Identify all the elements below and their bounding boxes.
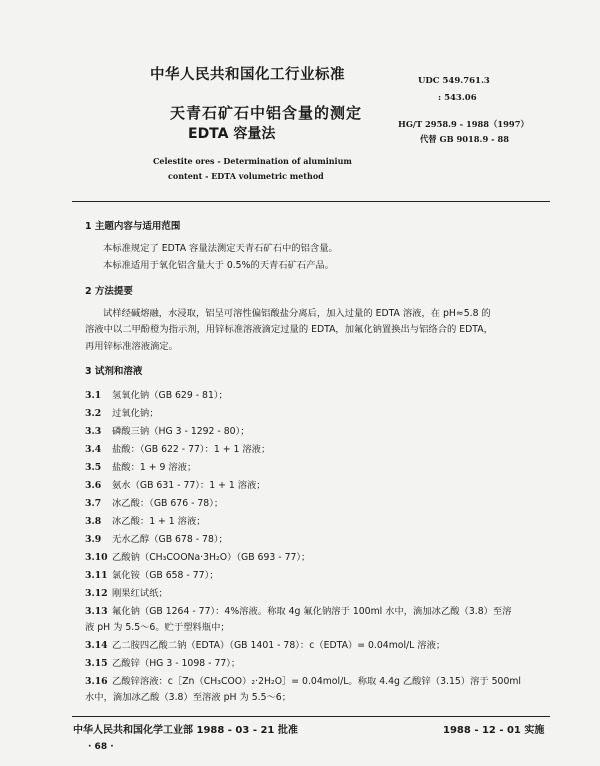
title-cn-line-1: 天青石矿石中铝含量的测定 <box>170 104 363 122</box>
section-1-para-2: 本标准适用于氧化铝含量大于 0.5%的天青石矿石产品。 <box>103 260 335 271</box>
section-1-heading: 1 主题内容与适用范围 <box>85 221 181 232</box>
title-cn-line-2: EDTA 容量法 <box>188 126 276 142</box>
reagent-item: 3.3 磷酸三钠（HG 3 - 1292 - 80）； <box>85 426 250 437</box>
reagent-item: 3.1 氢氧化钠（GB 629 - 81）； <box>85 390 228 401</box>
reagent-item: 3.15 乙酸锌（HG 3 - 1098 - 77）； <box>85 658 241 669</box>
reagent-item: 3.12 刚果红试纸； <box>85 588 168 599</box>
reagent-item: 3.14 乙二胺四乙酸二钠（EDTA）（GB 1401 - 78）：c（EDTA）= 0.04mol/L 溶液； <box>85 640 446 651</box>
reagent-item: 3.7 冰乙酸：（GB 676 - 78）； <box>85 498 224 509</box>
section-1-para-1: 本标准规定了 EDTA 容量法测定天青石矿石中的铝含量。 <box>103 243 338 254</box>
page-number: · 68 · <box>88 742 114 752</box>
reagent-item-continuation: 液 pH 为 5.5～6。贮于塑料瓶中； <box>85 622 230 633</box>
section-3-heading: 3 试剂和溶液 <box>85 366 143 377</box>
udc-line-1: UDC 549.761.3 <box>418 76 490 86</box>
section-2-heading: 2 方法提要 <box>85 286 133 297</box>
standard-title: 中华人民共和国化工行业标准 <box>150 67 345 83</box>
section-2-line-1: 试样经碱熔融，水浸取，铝呈可溶性偏铝酸盐分离后，加入过量的 EDTA 溶液，在 pH≈5.8 的 <box>103 308 491 319</box>
reagent-item: 3.8 冰乙酸：1 + 1 溶液； <box>85 516 206 527</box>
title-en-line-1: Celestite ores - Determination of aluminium <box>153 156 352 166</box>
reagent-item: 3.11 氯化铵（GB 658 - 77）； <box>85 570 219 581</box>
reagent-item: 3.16 乙酸锌溶液：c［Zn（CH₃COO）₂·2H₂O］= 0.04mol/L。称取 4.4g 乙酸锌（3.15）溶于 500ml <box>85 676 521 687</box>
reagent-item-continuation: 水中，滴加冰乙酸（3.8）至溶液 pH 为 5.5～6； <box>85 692 291 703</box>
replaces-code: 代替 GB 9018.9 - 88 <box>420 134 509 144</box>
reagent-item: 3.9 无水乙醇（GB 678 - 78）； <box>85 534 228 545</box>
udc-line-2: : 543.06 <box>438 93 477 103</box>
title-en-line-2: content - EDTA volumetric method <box>168 171 324 181</box>
reagent-item: 3.5 盐酸：1 + 9 溶液； <box>85 462 197 473</box>
reagent-item: 3.10 乙酸钠（CH₃COONa·3H₂O）（GB 693 - 77）； <box>85 552 311 563</box>
footer-divider <box>72 716 550 717</box>
reagent-item: 3.4 盐酸：（GB 622 - 77）：1 + 1 溶液； <box>85 444 271 455</box>
reagent-item: 3.2 过氧化钠； <box>85 408 159 419</box>
approval-note: 中华人民共和国化学工业部 1988 - 03 - 21 批准 <box>73 725 298 736</box>
section-2-line-3: 再用锌标准溶液滴定。 <box>85 341 178 352</box>
header-divider <box>72 201 550 202</box>
effective-date: 1988 - 12 - 01 实施 <box>443 725 545 736</box>
reagent-item: 3.13 氟化钠（GB 1264 - 77）：4%溶液。称取 4g 氟化钠溶于 100ml 水中，滴加冰乙酸（3.8）至溶 <box>85 606 512 617</box>
reagent-item: 3.6 氨水（GB 631 - 77）：1 + 1 溶液； <box>85 480 266 491</box>
section-2-line-2: 溶液中以二甲酚橙为指示剂，用锌标准溶液滴定过量的 EDTA，加氟化钠置换出与铝络合的 EDTA， <box>85 324 493 335</box>
standard-code: HG/T 2958.9 - 1988（1997） <box>398 119 529 129</box>
